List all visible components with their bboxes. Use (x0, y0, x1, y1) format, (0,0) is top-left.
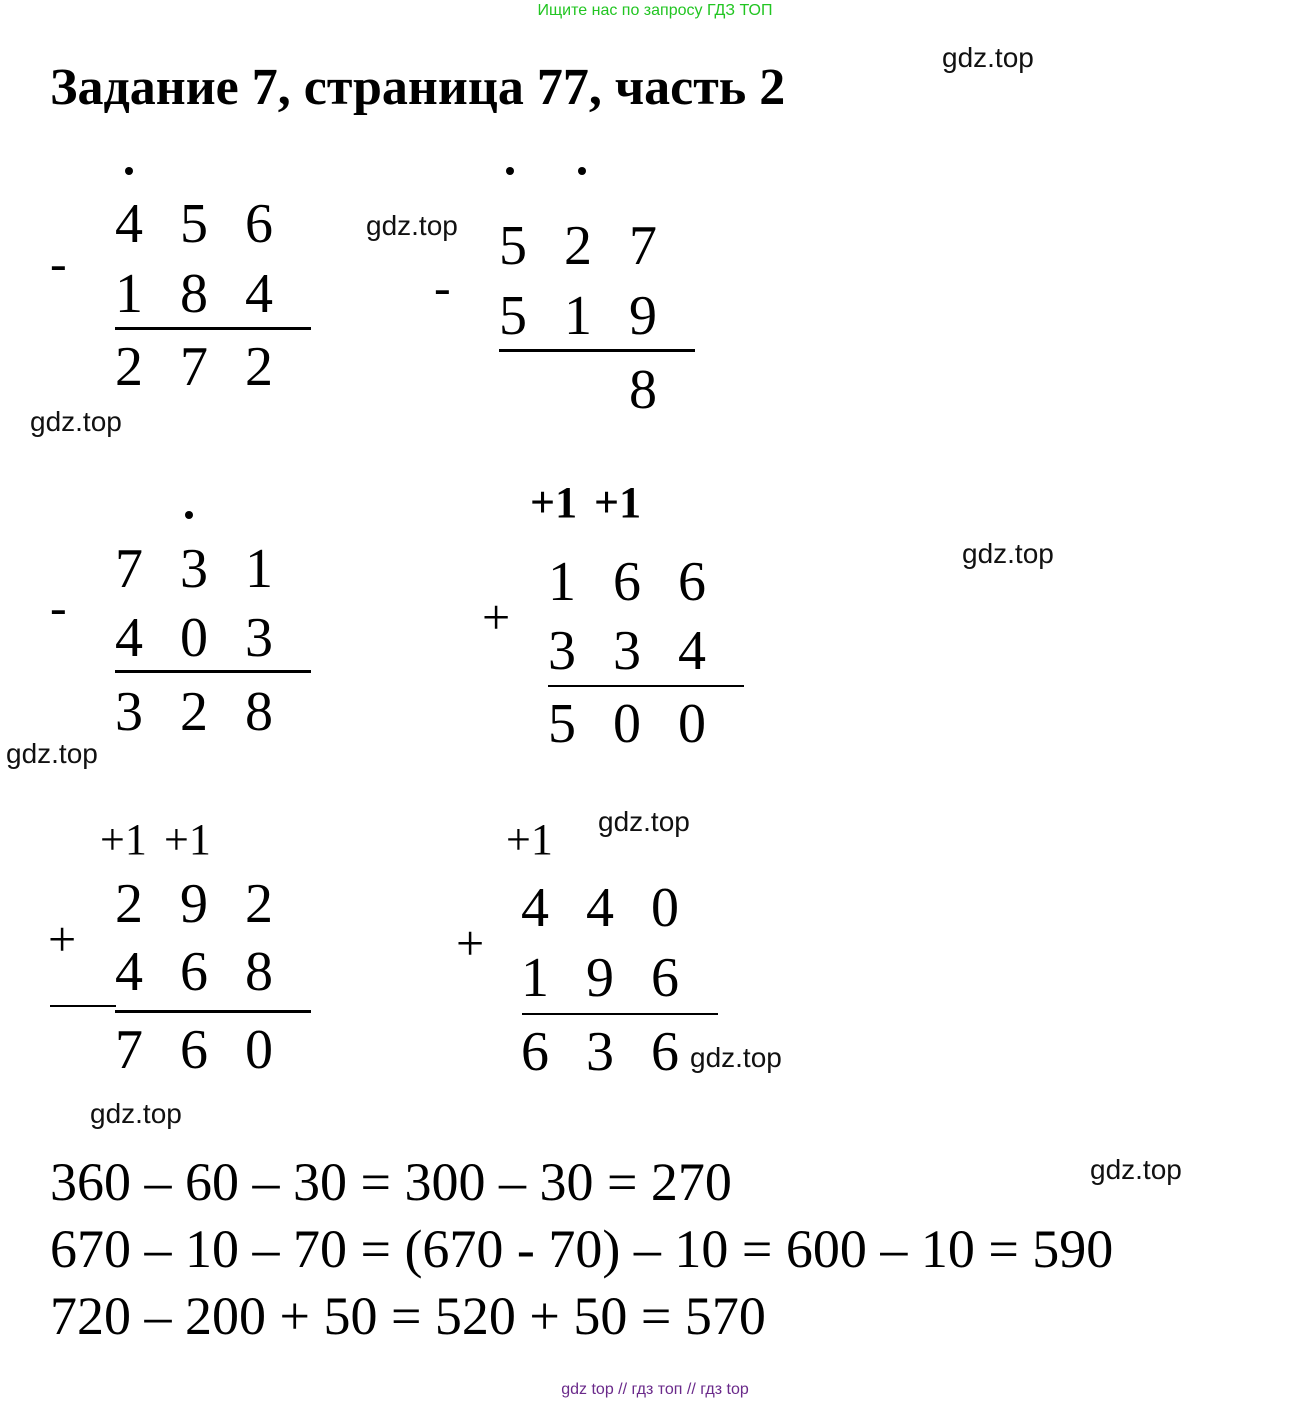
digit: 6 (521, 1021, 549, 1083)
digit: 4 (678, 620, 706, 682)
digit: 2 (245, 336, 273, 398)
top-hint: Ищите нас по запросу ГДЗ ТОП (537, 2, 773, 19)
digit: 7 (115, 538, 143, 600)
watermark: gdz.top (30, 406, 122, 437)
borrow-dot (125, 167, 133, 175)
digit: 1 (521, 947, 549, 1009)
watermark: gdz.top (942, 42, 1034, 73)
digit: 6 (180, 941, 208, 1003)
footer-link[interactable]: gdz top (561, 1381, 614, 1398)
result-line (499, 349, 695, 352)
watermark: gdz.top (366, 210, 458, 241)
footer (0, 1381, 1310, 1399)
digit: 5 (548, 693, 576, 755)
digit: 9 (180, 873, 208, 935)
digit: 6 (651, 1021, 679, 1083)
digit: 0 (245, 1019, 273, 1081)
footer-separator: // (618, 1381, 628, 1398)
digit: 0 (678, 693, 706, 755)
result-line (522, 1013, 718, 1015)
expression: 720 – 200 + 50 = 520 + 50 = 570 (50, 1286, 766, 1346)
borrow-dot (185, 511, 193, 519)
digit: 2 (115, 873, 143, 935)
watermark: gdz.top (1090, 1154, 1182, 1185)
digit: 7 (180, 336, 208, 398)
minus-sign: - (50, 235, 67, 291)
digit: 2 (180, 681, 208, 743)
result-line (115, 1010, 311, 1013)
digit: 3 (115, 681, 143, 743)
result-line (115, 670, 311, 673)
digit: 6 (180, 1019, 208, 1081)
digit: 3 (548, 620, 576, 682)
digit: 1 (245, 538, 273, 600)
digit: 0 (613, 693, 641, 755)
minus-sign: - (434, 259, 451, 315)
digit: 8 (245, 681, 273, 743)
borrow-dot (506, 167, 514, 175)
digit: 5 (180, 193, 208, 255)
digit: 4 (245, 263, 273, 325)
digit: 3 (586, 1021, 614, 1083)
digit: 3 (245, 607, 273, 669)
digit: 6 (245, 193, 273, 255)
result-line (115, 327, 311, 330)
watermark: gdz.top (6, 738, 98, 769)
watermark: gdz.top (962, 538, 1054, 569)
digit: 5 (499, 285, 527, 347)
minus-sign: - (50, 579, 67, 635)
expression: 670 – 10 – 70 = (670 - 70) – 10 = 600 – 10 = 590 (50, 1219, 1114, 1279)
plus-sign: + (482, 589, 511, 645)
digit: 4 (115, 193, 143, 255)
watermark: gdz.top (690, 1042, 782, 1073)
sign-underline (50, 1005, 116, 1007)
digit: 7 (629, 215, 657, 277)
watermark: gdz.top (598, 806, 690, 837)
digit: 1 (564, 285, 592, 347)
carry-mark: +1 (594, 478, 642, 527)
digit: 9 (629, 285, 657, 347)
digit: 1 (548, 551, 576, 613)
digit: 4 (521, 877, 549, 939)
digit: 0 (651, 877, 679, 939)
footer-link[interactable]: гдз top (700, 1381, 749, 1398)
digit: 1 (115, 263, 143, 325)
digit: 2 (245, 873, 273, 935)
digit: 6 (651, 947, 679, 1009)
digit: 4 (115, 941, 143, 1003)
digit: 8 (629, 359, 657, 421)
watermark: gdz.top (90, 1098, 182, 1129)
footer-link[interactable]: гдз топ (631, 1381, 683, 1398)
digit: 2 (115, 336, 143, 398)
digit: 9 (586, 947, 614, 1009)
footer-separator: // (686, 1381, 696, 1398)
carry-mark: +1 (100, 815, 147, 864)
digit: 8 (245, 941, 273, 1003)
carry-mark: +1 (530, 478, 578, 527)
digit: 5 (499, 215, 527, 277)
carry-mark: +1 (506, 815, 553, 864)
expression: 360 – 60 – 30 = 300 – 30 = 270 (50, 1152, 732, 1212)
digit: 4 (586, 877, 614, 939)
digit: 7 (115, 1019, 143, 1081)
plus-sign: + (48, 911, 77, 967)
digit: 3 (613, 620, 641, 682)
digit: 6 (678, 551, 706, 613)
digit: 2 (564, 215, 592, 277)
result-line (548, 685, 744, 687)
digit: 8 (180, 263, 208, 325)
carry-mark: +1 (164, 815, 211, 864)
digit: 3 (180, 538, 208, 600)
borrow-dot (578, 167, 586, 175)
digit: 4 (115, 607, 143, 669)
digit: 6 (613, 551, 641, 613)
digit: 0 (180, 607, 208, 669)
plus-sign: + (456, 915, 485, 971)
page-title: Задание 7, страница 77, часть 2 (50, 59, 786, 116)
